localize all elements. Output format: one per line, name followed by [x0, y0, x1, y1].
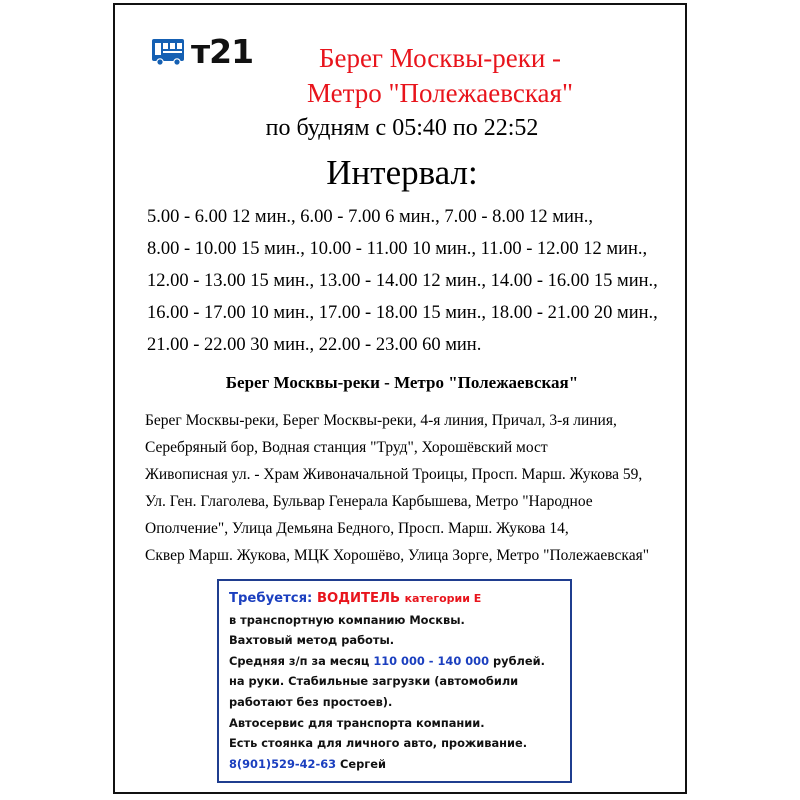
ad-contact-name: Сергей	[340, 756, 386, 771]
interval-line: 16.00 - 17.00 10 мин., 17.00 - 18.00 15 мин., 18.00 - 21.00 20 мин.,	[147, 303, 658, 323]
ad-line: Вахтовый метод работы.	[229, 633, 395, 648]
stops-line: Живописная ул. - Храм Живоначальной Троицы, Просп. Марш. Жукова 59,	[145, 466, 643, 483]
timetable-sheet	[113, 3, 687, 794]
bus-icon	[151, 37, 185, 67]
route-header	[151, 32, 254, 71]
route-stops-heading: Берег Москвы-реки - Метро "Полежаевская"	[225, 373, 579, 392]
ad-headline	[229, 589, 562, 610]
route-number: т21	[191, 32, 254, 71]
ad-line: на руки. Стабильные загрузки (автомобили	[229, 674, 519, 689]
ad-salary-prefix: Средняя з/п за месяц	[229, 653, 370, 668]
ad-line: Есть стоянка для личного авто, проживание.	[229, 736, 528, 751]
stops-line: Сквер Марш. Жукова, МЦК Хорошёво, Улица Зорге, Метро "Полежаевская"	[145, 547, 650, 564]
stops-list	[145, 407, 675, 569]
route-title-line: Берег Москвы-реки -	[318, 43, 562, 73]
ad-position: ВОДИТЕЛЬ	[316, 591, 400, 606]
interval-list	[147, 201, 677, 361]
stops-line: Серебряный бор, Водная станция "Труд", Хорошёвский мост	[145, 439, 548, 456]
ad-category: категории Е	[404, 592, 482, 605]
interval-line: 12.00 - 13.00 15 мин., 13.00 - 14.00 12 мин., 14.00 - 16.00 15 мин.,	[147, 271, 658, 291]
stops-line: Ул. Ген. Глаголева, Бульвар Генерала Карбышева, Метро "Народное	[145, 493, 593, 510]
stops-line: Берег Москвы-реки, Берег Москвы-реки, 4-я линия, Причал, 3-я линия,	[145, 412, 617, 429]
ad-salary-value: 110 000 - 140 000	[373, 653, 490, 668]
interval-heading: Интервал:	[326, 153, 478, 192]
schedule-text: по будням с 05:40 по 22:52	[265, 115, 539, 141]
ad-line: Автосервис для транспорта компании.	[229, 715, 485, 730]
ad-salary-line	[229, 651, 562, 672]
stops-line: Ополчение", Улица Демьяна Бедного, Просп. Марш. Жукова 14,	[145, 520, 569, 537]
interval-line: 8.00 - 10.00 15 мин., 10.00 - 11.00 10 мин., 11.00 - 12.00 12 мин.,	[147, 239, 648, 259]
route-title	[265, 41, 615, 111]
ad-line: в транспортную компанию Москвы.	[229, 612, 465, 627]
interval-line: 21.00 - 22.00 30 мин., 22.00 - 23.00 60 мин.	[147, 335, 482, 355]
ad-contact-line	[229, 754, 562, 775]
interval-line: 5.00 - 6.00 12 мин., 6.00 - 7.00 6 мин., 7.00 - 8.00 12 мин.,	[147, 207, 594, 227]
job-advertisement	[217, 579, 572, 783]
ad-salary-suffix: рублей.	[492, 653, 545, 668]
ad-phone: 8(901)529-42-63	[229, 756, 337, 771]
ad-required-label: Требуется:	[229, 591, 313, 606]
route-title-line: Метро "Полежаевская"	[307, 78, 573, 108]
ad-line: работают без простоев).	[229, 694, 393, 709]
